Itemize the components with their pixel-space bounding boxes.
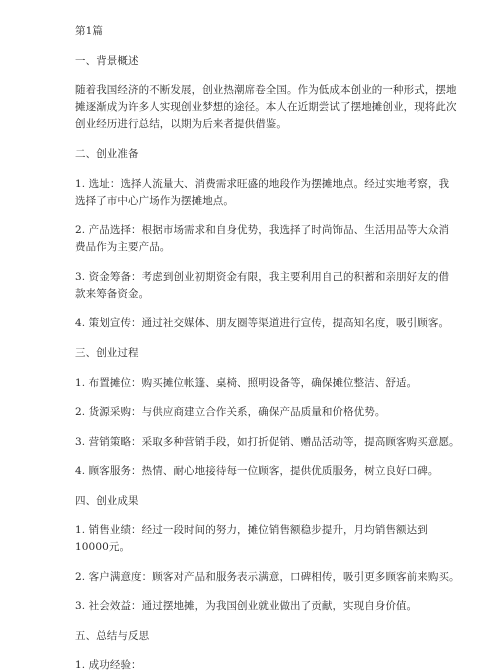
doc-title: 第1篇 <box>75 25 103 37</box>
list-item-line: 1. 成功经验： <box>75 659 142 671</box>
list-item-line: 1. 选址：选择人流量大、消费需求旺盛的地段作为摆摊地点。经过实地考察，我 <box>75 178 450 190</box>
list-item-line: 2. 产品选择：根据市场需求和自身优势，我选择了时尚饰品、生活用品等大众消 <box>75 224 450 236</box>
section-heading-4: 四、创业成果 <box>75 495 139 507</box>
list-item-line: 4. 策划宣传：通过社交媒体、朋友圈等渠道进行宣传，提高知名度，吸引顾客。 <box>75 317 450 329</box>
section-heading-2: 二、创业准备 <box>75 148 139 160</box>
paragraph-line: 随着我国经济的不断发展，创业热潮席卷全国。作为低成本创业的一种形式，摆地 <box>75 84 457 96</box>
list-item-line: 费品作为主要产品。 <box>75 241 171 253</box>
list-item-line: 10000元。 <box>75 541 131 553</box>
paragraph-line: 摊逐渐成为许多人实现创业梦想的途径。本人在近期尝试了摆地摊创业，现将此次 <box>75 101 457 113</box>
section-heading-3: 三、创业过程 <box>75 347 139 359</box>
paragraph-line: 创业经历进行总结，以期为后来者提供借鉴。 <box>75 118 287 130</box>
section-heading-1: 一、背景概述 <box>75 55 139 67</box>
list-item-line: 2. 货源采购：与供应商建立合作关系，确保产品质量和价格优势。 <box>75 406 386 418</box>
list-item-line: 款来筹备资金。 <box>75 288 150 300</box>
list-item-line: 2. 客户满意度：顾客对产品和服务表示满意，口碑相传，吸引更多顾客前来购买。 <box>75 571 460 583</box>
list-item-line: 1. 布置摊位：购买摊位帐篷、桌椅、照明设备等，确保摊位整洁、舒适。 <box>75 377 418 389</box>
list-item-line: 3. 社会效益：通过摆地摊，为我国创业就业做出了贡献，实现自身价值。 <box>75 600 418 612</box>
list-item-line: 1. 销售业绩：经过一段时间的努力，摊位销售额稳步提升，月均销售额达到 <box>75 524 428 536</box>
section-heading-5: 五、总结与反思 <box>75 630 150 642</box>
list-item-line: 3. 营销策略：采取多种营销手段，如打折促销、赠品活动等，提高顾客购买意愿。 <box>75 436 460 448</box>
list-item-line: 3. 资金筹备：考虑到创业初期资金有限，我主要利用自己的积蓄和亲朋好友的借 <box>75 271 450 283</box>
list-item-line: 4. 顾客服务：热情、耐心地接待每一位顾客，提供优质服务，树立良好口碑。 <box>75 465 439 477</box>
list-item-line: 选择了市中心广场作为摆摊地点。 <box>75 195 234 207</box>
